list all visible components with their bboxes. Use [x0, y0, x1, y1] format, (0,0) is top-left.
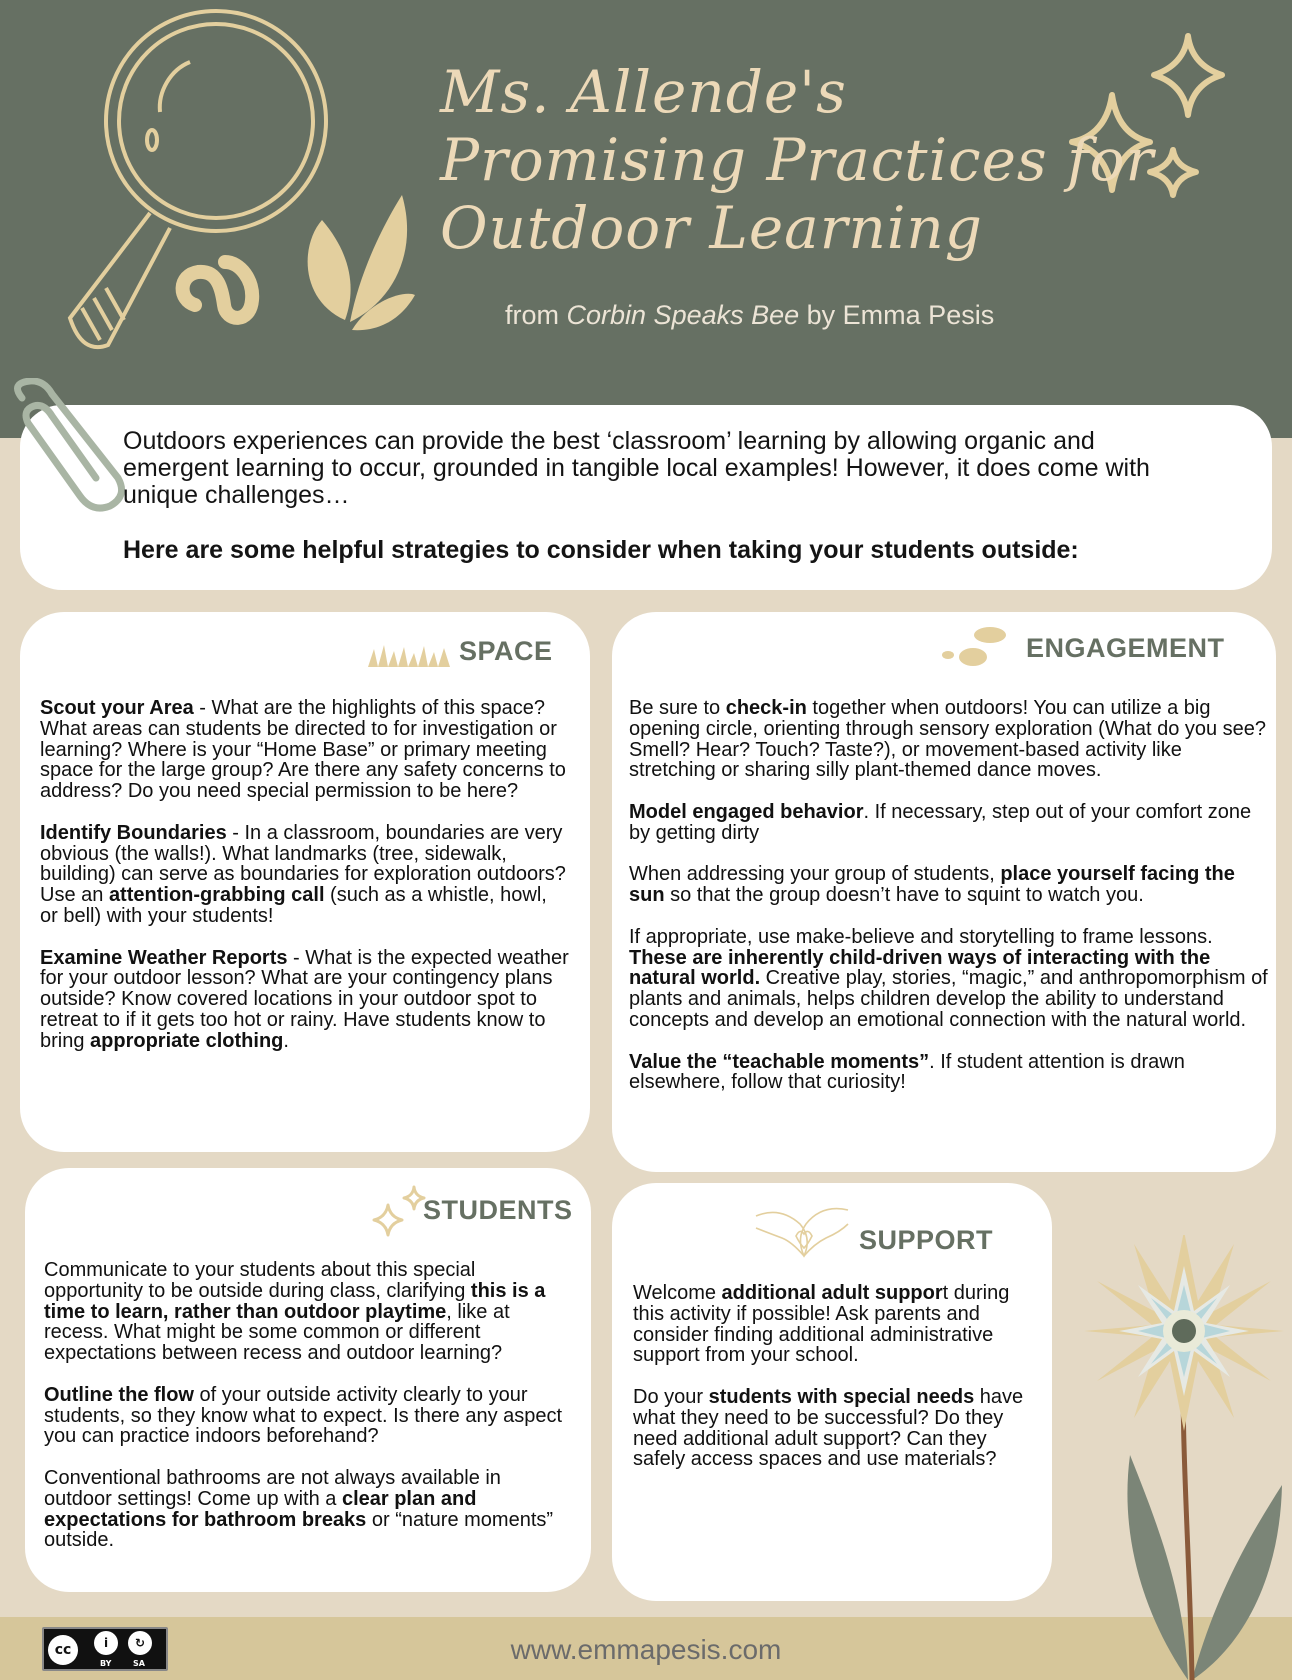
students-bold: this is a time to learn, rather than outdoor playtime [44, 1279, 546, 1323]
scout-area-label: Scout your Area [40, 697, 194, 719]
engagement-text: . If necessary, step out of your comfort zone by getting dirty [629, 800, 1252, 844]
space-text: - What are the highlights of this space? What areas can students be directed to for investigation or learning? Where is your “Home Base” or primary meeting space for the large group? Are there any safety concerns to address? Do you need special permission to be here? [40, 697, 566, 803]
flower-icon [1084, 1235, 1284, 1431]
space-bold: attention-grabbing call [108, 884, 325, 907]
magnifying-glass-icon [70, 11, 326, 347]
engagement-bold: check-in [725, 697, 807, 719]
engagement-text: If appropriate, use make-believe and storytelling to frame lessons. [629, 925, 1213, 948]
engagement-bold: place yourself facing the sun [629, 863, 1235, 907]
support-text: t during this activity if possible! Ask parents and consider finding additional administrative support from your school. [633, 1282, 1010, 1367]
support-title: SUPPORT [859, 1225, 994, 1255]
students-title: STUDENTS [423, 1195, 573, 1225]
website-link[interactable]: www.emmapesis.com [510, 1634, 782, 1665]
space-text: (such as a whistle, howl, or bell) with your students! [40, 884, 547, 927]
engagement-paragraph-2 [629, 802, 1269, 844]
space-text: - What is the expected weather for your outdoor lesson? What are your contingency plans outside? Know covered locations in your outdoor spot to retreat to if it gets too hot or rainy. Have students know to bring [40, 946, 569, 1052]
engagement-bold: Value the “teachable moments” [629, 1050, 930, 1073]
grass-icon [366, 643, 452, 669]
engagement-paragraph-5 [629, 1052, 1269, 1094]
support-paragraph-2 [633, 1387, 1043, 1470]
engagement-text: . If student attention is drawn elsewhere, follow that curiosity! [629, 1050, 1185, 1094]
paperclip-icon [0, 378, 130, 528]
flower-leaf-icon [1127, 1455, 1282, 1680]
engagement-body [629, 698, 1269, 1114]
support-bold: students with special needs [708, 1385, 975, 1408]
space-bold: appropriate clothing [90, 1029, 284, 1052]
students-paragraph-1 [44, 1260, 574, 1364]
sparkle-icon [370, 1183, 430, 1241]
flower-illustration [1080, 1235, 1292, 1680]
license-by-label: BY [100, 1659, 112, 1668]
support-body [633, 1283, 1043, 1491]
title-line-1: Ms. Allende's [440, 58, 847, 126]
cc-icon: cc [48, 1635, 78, 1665]
worm-icon [183, 262, 253, 318]
space-paragraph-3 [40, 948, 570, 1052]
license-sa-label: SA [133, 1659, 145, 1668]
subtitle [505, 300, 994, 331]
engagement-text: Creative play, stories, “magic,” and anthropomorphism of plants and animals, helps children develop the ability to understand concepts and develop an emotional connection with the natural world. [629, 967, 1268, 1031]
students-text: Communicate to your students about this special opportunity to be outside during class, clarifying [44, 1259, 476, 1302]
engagement-text: Be sure to [629, 697, 726, 719]
title-line-3: Outdoor Learning [440, 194, 983, 262]
support-text: Welcome [633, 1282, 722, 1304]
students-text: Conventional bathrooms are not always available in outdoor settings! Come up with a [44, 1466, 501, 1510]
support-paragraph-1 [633, 1283, 1043, 1366]
book-title: Corbin Speaks Bee [566, 300, 800, 330]
engagement-bold: Model engaged behavior [629, 800, 864, 823]
engagement-paragraph-3 [629, 864, 1269, 906]
students-bold: Outline the flow [44, 1383, 194, 1406]
title-line-2: Promising Practices for [440, 126, 1155, 194]
students-text: or “nature moments” outside. [44, 1508, 554, 1552]
students-paragraph-3 [44, 1468, 574, 1551]
space-paragraph-1 [40, 698, 570, 802]
engagement-text: together when outdoors! You can utilize a big opening circle, orienting through sensory exploration (What do you see? Smell? Hear? Touch? Taste?), or movement-based activity like stretching or sharing silly plant-themed dance moves. [629, 697, 1267, 782]
students-paragraph-2 [44, 1385, 574, 1447]
students-text: of your outside activity clearly to your students, so they know what to expect. Is there any aspect you can practice indoors beforehand? [44, 1383, 563, 1448]
engagement-paragraph-4 [629, 927, 1269, 1031]
engagement-bold: These are inherently child-driven ways of interacting with the natural world. [629, 946, 1211, 990]
students-bold: clear plan and expectations for bathroom breaks [44, 1487, 477, 1531]
subtitle-prefix: from [505, 300, 567, 330]
weather-label: Examine Weather Reports [40, 946, 288, 969]
space-paragraph-2 [40, 823, 570, 927]
intro-text: Outdoors experiences can provide the best ‘classroom’ learning by allowing organic and emergent learning to occur, grounded in tangible local examples! However, it does come with unique challenges… [123, 427, 1150, 509]
engagement-text: When addressing your group of students, [629, 863, 1001, 886]
support-text: Do your [633, 1385, 709, 1408]
space-title: SPACE [459, 636, 553, 666]
engagement-text: so that the group doesn’t have to squint to watch you. [664, 884, 1144, 907]
space-body [40, 698, 570, 1072]
students-body [44, 1260, 574, 1572]
leaf-icon [308, 195, 415, 330]
support-text: have what they need to be successful? Do they need additional adult support? Can they safely access spaces and use materials? [633, 1385, 1024, 1471]
strategies-heading: Here are some helpful strategies to consider when taking your students outside: [123, 536, 1079, 564]
support-bold: additional adult suppor [721, 1282, 943, 1304]
boundaries-label: Identify Boundaries [40, 821, 227, 844]
engagement-paragraph-1 [629, 698, 1269, 781]
students-text: , like at recess. What might be some common or different expectations between recess and outdoor learning? [44, 1300, 510, 1365]
space-text: - In a classroom, boundaries are very obvious (the walls!). What landmarks (tree, sidewalk, building) can serve as boundaries for exploration outdoors? Use an [40, 821, 566, 907]
page-title [440, 58, 1155, 262]
attribution-icon: i [94, 1631, 118, 1655]
share-alike-icon: ↻ [128, 1631, 152, 1655]
subtitle-author: by Emma Pesis [799, 300, 995, 330]
space-text: . [283, 1029, 289, 1052]
hands-heart-icon [752, 1198, 852, 1262]
engagement-title: ENGAGEMENT [1026, 633, 1225, 663]
creative-commons-badge[interactable] [42, 1627, 168, 1671]
footprints-icon [940, 625, 1010, 670]
